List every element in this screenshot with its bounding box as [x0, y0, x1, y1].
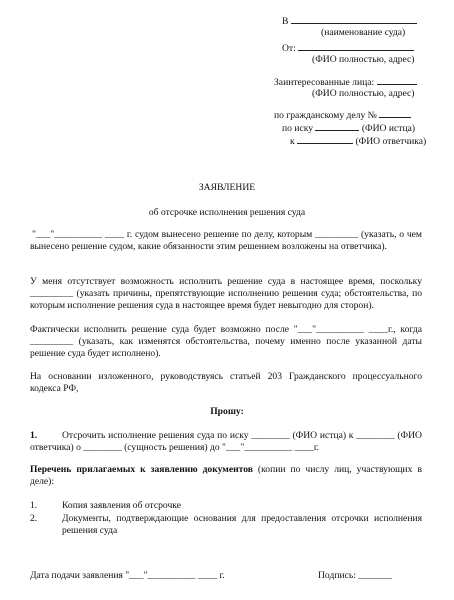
from-label: От: [282, 43, 296, 54]
claim-blank [315, 121, 359, 131]
claim-label: по иску [282, 123, 314, 134]
attachment-2-number: 2. [30, 513, 38, 524]
attachments-heading: Перечень прилагаемых к заявлению документов [30, 464, 253, 475]
document-subtitle: об отсрочке исполнения решения суда [148, 207, 306, 218]
signature: Подпись: _______ [318, 570, 392, 581]
attachment-1-text: Копия заявления об отсрочке [62, 500, 181, 511]
from-blank [298, 41, 414, 51]
request-text: Отсрочить исполнение решения суда по иску ________ (ФИО истца) к ________ (ФИО ответчика) о ________ (сущность решения) до "___"__________ ____г. [30, 430, 422, 454]
paragraph-reasons: У меня отсутствует возможность исполнить решение суда в настоящее время, поскольку _________ (указать причины, препятствующие исполнению решения суда; обстоятельства, по которым исполнение решения суда в настоящее время будет невыгодно для сторон). [30, 276, 422, 312]
paragraph-basis: На основании изложенного, руководствуясь статьей 203 Гражданского процессуального кодекса РФ, [30, 371, 422, 395]
against-blank [297, 134, 353, 144]
document-title: ЗАЯВЛЕНИЕ [198, 182, 256, 193]
from-hint: (ФИО полностью, адрес) [312, 54, 415, 65]
case-label: по гражданскому делу № [274, 110, 377, 121]
court-hint: (наименование суда) [321, 27, 406, 38]
interested-label: Заинтересованные лица: [274, 77, 375, 88]
attachment-2-text: Документы, подтверждающие основания для предоставления отсрочки исполнения решения суда [62, 513, 422, 537]
paragraph-future: Фактически исполнить решение суда будет возможно после "___"__________ ____г., когда _________ (указать, как изменятся обстоятельства, почему именно после указанной даты решение суда будет исполнено). [30, 324, 422, 360]
request-heading: Прошу: [210, 406, 244, 417]
request-number: 1. [30, 430, 38, 441]
attachments-heading-block [30, 464, 422, 488]
case-blank [379, 108, 411, 118]
court-blank [291, 14, 417, 24]
attachment-1-number: 1. [30, 500, 38, 511]
paragraph-decision: "___"__________ ____ г. судом вынесено решение по делу, которым _________ (указать, о чем вынесено решение судом, какие обязанности этим решением возложены на ответчика). [30, 229, 422, 253]
attachments-heading-tail: (копии по числу лиц, участвующих в деле): [30, 464, 422, 488]
submission-date: Дата подачи заявления "___"__________ ____ г. [30, 570, 225, 581]
against-label: к [290, 136, 295, 147]
against-line [290, 134, 426, 148]
claim-hint: (ФИО истца) [361, 123, 416, 134]
interested-blank [377, 75, 417, 85]
interested-hint: (ФИО полностью, адрес) [312, 88, 415, 99]
against-hint: (ФИО ответчика) [355, 136, 427, 147]
court-label: В [282, 16, 289, 27]
